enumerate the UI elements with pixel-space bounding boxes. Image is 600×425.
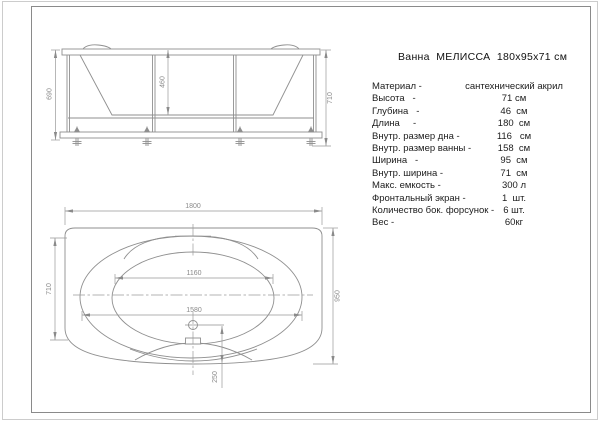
spec-value: 46 см: [500, 105, 528, 117]
spec-label: Ширина -: [372, 155, 419, 167]
dim-inner-length: 1580: [186, 307, 202, 314]
spec-row: [372, 81, 577, 93]
spec-value: 95 см: [500, 155, 528, 167]
dim-bottom-length: 1160: [186, 270, 202, 277]
spec-value: 6 шт.: [503, 204, 525, 216]
spec-row: [372, 93, 577, 105]
tub-profile: [80, 55, 303, 115]
spec-row: [372, 155, 577, 167]
spec-row: [372, 205, 577, 217]
dim-drain-offset: 250: [212, 371, 219, 383]
dim-inner-width: 710: [46, 283, 53, 295]
spec-table: [372, 81, 577, 230]
spec-value: 60кг: [504, 217, 524, 229]
dim-depth: 460: [159, 76, 167, 88]
spec-label: Количество бок. форсунок -: [372, 204, 495, 216]
dim-width: 950: [334, 290, 342, 302]
headrest-right: [271, 45, 299, 49]
spec-label: Длина -: [372, 118, 417, 130]
spec-value: 158 см: [497, 142, 531, 154]
spec-label: Материал -: [372, 81, 422, 92]
tub-rim: [62, 49, 320, 55]
spec-value: 1 шт.: [501, 192, 527, 204]
tub-floor: [112, 252, 274, 344]
centerlines: [73, 224, 313, 375]
headrest-left: [83, 45, 111, 49]
spec-row: [372, 131, 577, 143]
spec-label: Высота -: [372, 93, 416, 105]
spec-label: Вес -: [372, 217, 395, 229]
spec-label: Фронтальный экран -: [372, 192, 466, 204]
frame-bar: [60, 132, 322, 138]
spec-label: Внутр. размер ванны -: [372, 142, 472, 154]
spec-value: 116 см: [496, 130, 532, 142]
spec-value: 300 л: [501, 180, 527, 192]
spec-value: сантехнический акрил: [465, 81, 563, 92]
top-view-body: [65, 228, 322, 364]
dim-frame-height: 690: [46, 88, 54, 100]
dim-total-height: 710: [327, 92, 334, 104]
spec-label: Макс. емкость -: [372, 180, 441, 192]
spec-row: [372, 217, 577, 229]
spec-label: Внутр. ширина -: [372, 167, 444, 179]
spec-label: Внутр. размер дна -: [372, 130, 460, 142]
spec-value: 71 см: [501, 93, 527, 105]
front-view-body: [60, 45, 322, 146]
spec-row: [372, 118, 577, 130]
spec-row: [372, 143, 577, 155]
spec-label: Глубина -: [372, 105, 420, 117]
bathtub-top-view: [40, 195, 350, 400]
dim-length: 1800: [185, 203, 201, 210]
spec-value: 180 см: [497, 118, 531, 130]
drawing-title: Ванна МЕЛИССА 180x95x71 см: [398, 51, 568, 63]
bathtub-front-view: [40, 30, 350, 165]
spec-row: [372, 180, 577, 192]
spec-row: [372, 193, 577, 205]
spec-row: [372, 106, 577, 118]
spec-value: 71 см: [500, 167, 528, 179]
spec-row: [372, 168, 577, 180]
